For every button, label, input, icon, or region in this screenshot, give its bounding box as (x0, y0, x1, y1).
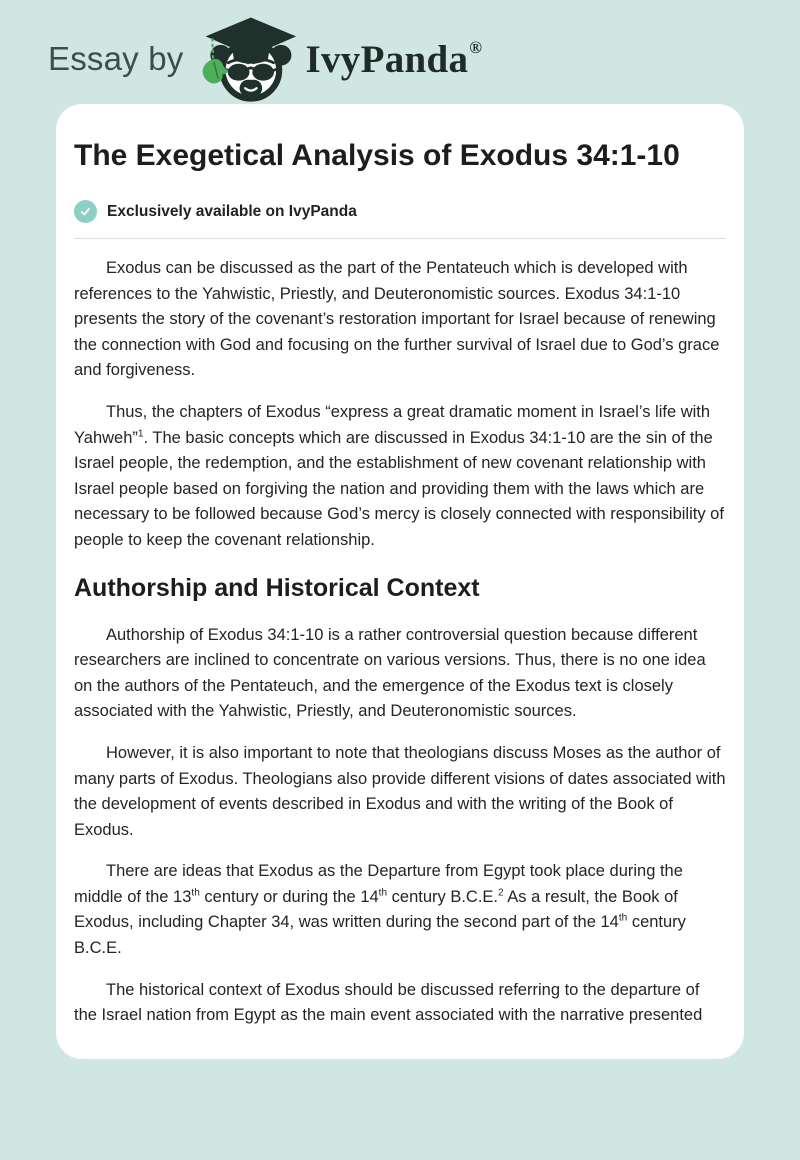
paragraph-authorship-4: The historical context of Exodus should be discussed referring to the departure of the Israel nation from Egypt as the main event associated with the narrative presented (74, 980, 703, 1025)
paragraph-intro-1: Exodus can be discussed as the part of the Pentateuch which is developed with references to the Yahwistic, Priestly, and Deuteronomistic sources. Exodus 34:1-10 presents the story of the covenant’s restoration important for Israel because of renewing the connection with God and focusing on the further survival of Israel due to God’s grace and forgiveness. (74, 259, 720, 380)
exclusive-badge-text: Exclusively available on IvyPanda (107, 202, 357, 220)
essay-card (56, 104, 744, 1059)
check-icon (74, 200, 97, 223)
essay-title: The Exegetical Analysis of Exodus 34:1-10 (74, 139, 680, 172)
brand-name (306, 37, 482, 82)
paragraph-authorship-2: However, it is also important to note that theologians discuss Moses as the author of many parts of Exodus. Theologians also provide different visions of dates associated with the development of events described in Exodus and with the writing of the Book of Exodus. (74, 743, 726, 839)
paragraph-authorship-3: There are ideas that Exodus as the Departure from Egypt took place during the middle of the 13th century or during the 14th century B.C.E.$^2$ As a result, the Book of Exodus, including Chapter 34, was written during the second part of the 14th century B.C.E. (74, 862, 686, 958)
exclusive-badge (74, 200, 726, 223)
essay-by-label: Essay by (48, 40, 184, 77)
paragraph-intro-2: Thus, the chapters of Exodus “express a great dramatic moment in Israel’s life with Yahweh”$^1$. The basic concepts which are discussed in Exodus 34:1-10 are the sin of the Israel people, the redemption, and the establishment of new covenant relationship with Israel people based on forgiving the nation and providing them with the laws which are necessary to be followed because God’s mercy is closely connected with responsibility of people to keep the covenant relationship. (74, 402, 724, 549)
site-header (0, 0, 800, 92)
brand-name-text: IvyPanda (305, 37, 469, 81)
divider (74, 238, 726, 239)
paragraph-authorship-1: Authorship of Exodus 34:1-10 is a rather controversial question because different researchers are inclined to concentrate on various versions. Thus, there is no one idea on the authors of the Pentateuch, and the emergence of the Exodus text is closely associated with the Yahwistic, Priestly, and Deuteronomistic sources. (74, 625, 706, 721)
registered-trademark: ® (469, 37, 483, 57)
ivypanda-panda-logo-icon (200, 15, 298, 103)
section-heading-authorship: Authorship and Historical Context (74, 573, 480, 602)
